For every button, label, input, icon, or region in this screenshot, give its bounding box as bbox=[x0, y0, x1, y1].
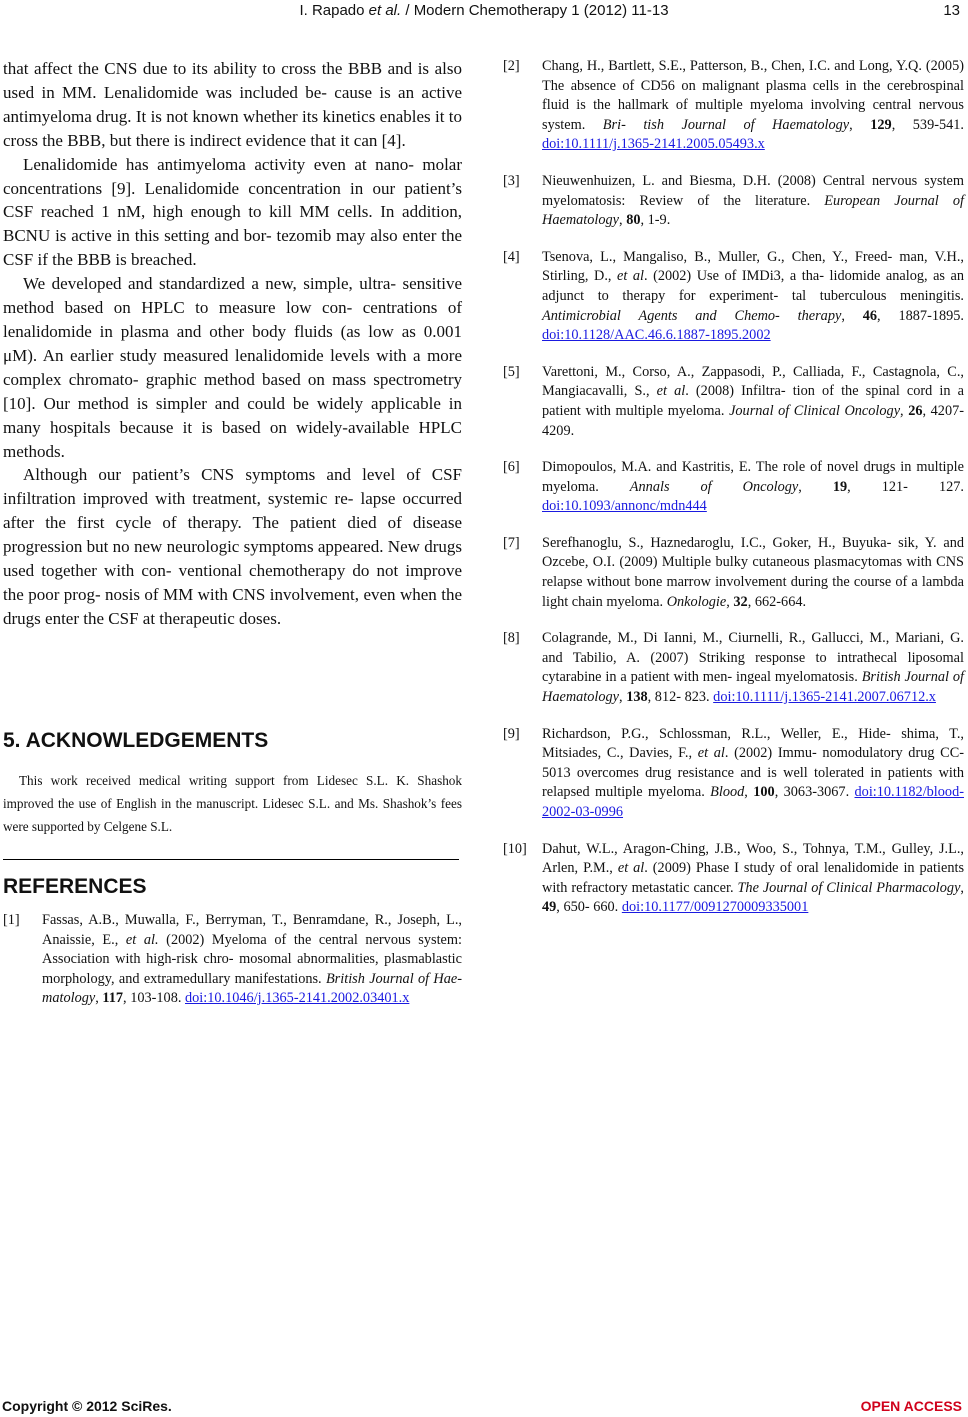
reference-doi-link[interactable]: doi:10.1093/annonc/mdn444 bbox=[542, 498, 707, 515]
reference-doi-link[interactable]: doi:10.1111/j.1365-2141.2005.05493.x bbox=[542, 136, 765, 153]
reference-separator: , bbox=[619, 212, 627, 229]
reference-separator: , bbox=[900, 402, 909, 419]
body-paragraph: We developed and standardized a new, simple, ultra- sensitive method based on HPLC to measure low con- centrations of lenalidomide in plasma and other body fluids (as low as 0.001 μM). An earlier study measured lenalidomide levels with a more complex chromato- graphic method based on mass spectrometry [10]. Our method is simpler and could be widely applicable in many hospitals because it is based on widely-available HPLC methods. bbox=[3, 274, 462, 461]
reference-number: [3] bbox=[503, 172, 520, 189]
reference-journal: The Journal of Clinical Pharmacology bbox=[737, 879, 961, 896]
reference-separator: , bbox=[744, 784, 754, 801]
reference-pages: , 4207-4209. bbox=[542, 402, 965, 439]
acknowledgements-text: This work received medical writing support from Lidesec S.L. K. Shashok improved the use of English in the manuscript. Lidesec S.L. and Ms. Shashok’s fees were supported by Celgene S.L. bbox=[3, 773, 462, 835]
reference-number: [2] bbox=[503, 58, 520, 74]
running-title-authors: I. Rapado bbox=[299, 2, 369, 19]
reference-item bbox=[503, 172, 964, 231]
reference-title: (2002) Myeloma of the central nervous system: Association with high-risk chro- mosomal abnormalities, plasmablastic morphology, and extramedullary manifestations. bbox=[42, 931, 462, 987]
reference-authors: Richardson, P.G., Schlossman, R.L., Weller, E., Hide- shima, T., Mitsiades, C., Davies, F., bbox=[542, 725, 964, 762]
body-paragraph: that affect the CNS due to its ability to cross the BBB and is also used in MM. Lenalidomide was included be- cause is an active antimyeloma drug. It is not known whether its kinetics enables it to cross the BBB, but there is indirect evidence that it can [4]. bbox=[3, 59, 462, 150]
reference-text bbox=[542, 248, 964, 346]
reference-volume: 117 bbox=[102, 990, 124, 1007]
reference-authors: Varettoni, M., Corso, A., Zappasodi, P., Calliada, F., Castagnola, C., Mangiacavalli, S., bbox=[542, 363, 964, 400]
reference-journal: British Journal of Hae- matology bbox=[42, 970, 463, 1007]
reference-text bbox=[542, 534, 964, 612]
reference-text bbox=[542, 840, 964, 918]
reference-number: [8] bbox=[503, 630, 520, 647]
reference-pages: , 662-664. bbox=[747, 593, 807, 610]
reference-authors: Fassas, A.B., Muwalla, F., Berryman, T., Benramdane, R., Joseph, L., Anaissie, E., bbox=[42, 912, 462, 948]
page-footer bbox=[0, 1398, 968, 1416]
reference-volume: 26 bbox=[908, 402, 923, 419]
reference-number: [10] bbox=[503, 840, 527, 857]
reference-separator: , bbox=[960, 879, 964, 896]
reference-doi-link[interactable]: doi:10.1046/j.1365-2141.2002.03401.x bbox=[185, 990, 410, 1007]
copyright-notice: Copyright © 2012 SciRes. bbox=[2, 1398, 172, 1414]
reference-separator: , bbox=[798, 478, 833, 495]
reference-volume: 49 bbox=[542, 899, 557, 916]
reference-separator: , bbox=[95, 990, 103, 1007]
reference-journal: Annals of Oncology bbox=[629, 478, 799, 495]
reference-authors: Dimopoulos, M.A. and Kastritis, E. The role of novel drugs in multiple myeloma. bbox=[542, 459, 964, 495]
reference-pages: , 3063-3067. bbox=[774, 784, 855, 801]
reference-title: . (2002) Use of IMDi3, a tha- lidomide analog, as an adjunct to therapy for experiment- tal tuberculous meningitis. bbox=[542, 268, 965, 304]
running-title bbox=[0, 2, 968, 19]
reference-volume: 32 bbox=[733, 593, 748, 610]
left-column bbox=[3, 57, 463, 1007]
reference-journal: Onkologie bbox=[666, 593, 727, 610]
acknowledgements-heading: 5. ACKNOWLEDGEMENTS bbox=[3, 729, 269, 752]
reference-authors: Tsenova, L., Mangaliso, B., Muller, G., Chen, Y., Freed- man, V.H., Stirling, D., bbox=[542, 248, 964, 285]
reference-etal: et al bbox=[617, 268, 644, 285]
reference-doi-link[interactable]: doi:10.1128/AAC.46.6.1887-1895.2002 bbox=[542, 327, 771, 344]
reference-pages: , 103-108. bbox=[123, 990, 185, 1007]
reference-separator: , bbox=[726, 593, 734, 610]
reference-authors: Dahut, W.L., Aragon-Ching, J.B., Woo, S., Tohnya, T.M., Gulley, J.L., Arlen, P.M., bbox=[542, 840, 964, 877]
reference-item bbox=[503, 840, 964, 918]
reference-item bbox=[503, 363, 964, 441]
reference-doi-link[interactable]: doi:10.1111/j.1365-2141.2007.06712.x bbox=[713, 689, 936, 706]
reference-text bbox=[542, 458, 964, 517]
reference-volume: 80 bbox=[626, 212, 641, 229]
reference-volume: 100 bbox=[753, 784, 775, 801]
reference-number: [6] bbox=[503, 459, 520, 476]
reference-separator: , bbox=[841, 307, 863, 324]
right-column bbox=[503, 57, 964, 935]
reference-journal: British Journal of Haematology bbox=[542, 669, 964, 706]
reference-journal: Bri- tish Journal of Haematology bbox=[602, 116, 850, 133]
reference-volume: 46 bbox=[862, 307, 878, 324]
reference-journal: Journal of Clinical Oncology bbox=[729, 402, 901, 419]
reference-item bbox=[3, 911, 462, 1009]
body-paragraph: Lenalidomide has antimyeloma activity even at nano- molar concentrations [9]. Lenalidomide concentration in our patient’s CSF reached 1 nM, high enough to kill MM cells. In addition, BCNU is active in this setting and bor- tezomib may also enter the CSF if the BBB is breached. bbox=[3, 154, 462, 270]
reference-doi-link[interactable]: doi:10.1177/0091270009335001 bbox=[621, 899, 809, 916]
reference-separator: , bbox=[849, 116, 871, 133]
reference-etal: et al bbox=[617, 860, 645, 877]
reference-pages: , 812- 823. bbox=[647, 689, 714, 706]
reference-text bbox=[542, 629, 964, 707]
reference-pages: , 1887-1895. bbox=[877, 307, 964, 324]
reference-journal: Antimicrobial Agents and Chemo- therapy bbox=[542, 307, 842, 324]
reference-pages: , 121- 127. bbox=[847, 478, 964, 495]
reference-text bbox=[542, 172, 964, 231]
reference-pages: , 650- 660. bbox=[556, 899, 622, 916]
reference-text bbox=[542, 725, 964, 823]
reference-title: . (2002) Immu- nomodulatory drug CC-5013 overcomes drug resistance and is well tolerated in patients with relapsed multiple myeloma. bbox=[542, 745, 964, 801]
body-text bbox=[3, 57, 462, 631]
reference-text bbox=[542, 363, 964, 441]
reference-title: . (2008) Infiltra- tion of the spinal cord in a patient with multiple myeloma. bbox=[542, 383, 965, 419]
reference-text bbox=[542, 57, 964, 155]
section-divider bbox=[3, 859, 459, 860]
reference-volume: 19 bbox=[832, 478, 848, 495]
reference-pages: , 1-9. bbox=[640, 212, 671, 229]
reference-doi-link[interactable]: doi:10.1182/blood-2002-03-0996 bbox=[542, 784, 964, 820]
reference-item bbox=[503, 725, 964, 823]
reference-number: [7] bbox=[503, 534, 520, 551]
reference-volume: 138 bbox=[626, 689, 648, 706]
reference-item bbox=[503, 248, 964, 346]
reference-authors: Nieuwenhuizen, L. and Biesma, D.H. (2008) Central nervous system myelomatosis: Review of the literature. bbox=[542, 172, 964, 209]
references-list-left bbox=[3, 911, 462, 1009]
reference-separator: , bbox=[619, 689, 627, 706]
reference-authors: Colagrande, M., Di Ianni, M., Ciurnelli, R., Gallucci, M., Mariani, G. and Tabilio, A. (2007) Striking response to intrathecal liposomal cytarabine in a patient with men- ingeal myelomatosis. bbox=[542, 630, 964, 686]
reference-journal: Blood bbox=[710, 784, 745, 801]
reference-etal: et al bbox=[697, 745, 725, 762]
running-header bbox=[0, 2, 968, 24]
running-title-etal: et al. bbox=[368, 2, 402, 19]
open-access-label: OPEN ACCESS bbox=[860, 1398, 962, 1414]
reference-item bbox=[503, 57, 964, 155]
reference-pages: , 539-541. bbox=[891, 116, 964, 133]
reference-etal: et al. bbox=[125, 931, 159, 948]
running-title-journal: / Modern Chemotherapy 1 (2012) 11-13 bbox=[401, 2, 669, 19]
references-heading: REFERENCES bbox=[3, 875, 147, 898]
reference-number: [9] bbox=[503, 725, 520, 742]
reference-authors: Serefhanoglu, S., Haznedaroglu, I.C., Goker, H., Buyuka- sik, Y. and Ozcebe, O.I. (2009) Multiple bulky cutaneous plasmacytomas with CNS relapse without bone marrow involvement during the course of a lambda light chain myeloma. bbox=[542, 534, 964, 610]
reference-number: [4] bbox=[503, 248, 520, 265]
reference-volume: 129 bbox=[870, 116, 892, 133]
reference-number: [5] bbox=[503, 363, 520, 380]
reference-item bbox=[503, 629, 964, 707]
reference-title: . (2009) Phase I study of oral lenalidomide in patients with refractory metastatic cancer. bbox=[542, 860, 965, 896]
reference-text bbox=[42, 911, 462, 1009]
reference-etal: et al bbox=[656, 383, 686, 400]
reference-authors: Chang, H., Bartlett, S.E., Patterson, B., Chen, I.C. and Long, Y.Q. (2005) The absence of CD56 on malignant plasma cells in the cerebrospinal fluid is the hallmark of multiple myeloma involving central nervous system. bbox=[542, 58, 964, 133]
reference-number: [1] bbox=[3, 912, 20, 928]
reference-journal: European Journal of Haematology bbox=[542, 192, 964, 229]
body-paragraph: Although our patient’s CNS symptoms and level of CSF infiltration improved with treatment, systemic re- lapse occurred after the first cycle of therapy. The patient died of disease progression but no new neurologic symptoms appeared. New drugs used together with con- ventional chemotherapy do not improve the poor prog- nosis of MM with CNS involvement, even when the drugs enter the CSF at therapeutic doses. bbox=[3, 465, 462, 628]
reference-item bbox=[503, 458, 964, 517]
page-number: 13 bbox=[943, 2, 960, 19]
reference-item bbox=[503, 534, 964, 612]
